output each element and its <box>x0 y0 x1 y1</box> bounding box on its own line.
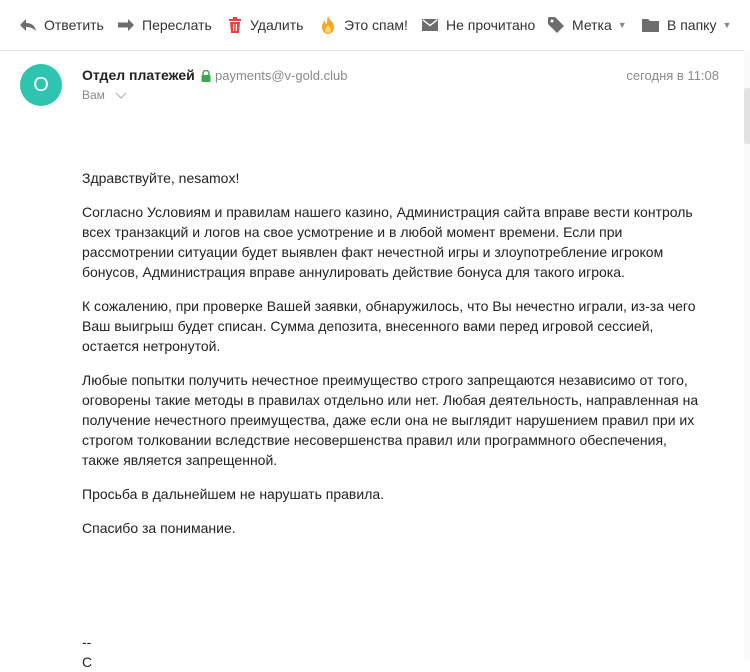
flame-icon <box>320 16 336 34</box>
forward-button[interactable] <box>118 15 212 35</box>
sender-name[interactable]: Отдел платежей <box>82 67 195 83</box>
spam-button[interactable] <box>320 15 408 35</box>
reply-icon <box>20 18 36 32</box>
message-body <box>82 168 707 552</box>
delete-label: Удалить <box>250 17 304 33</box>
unread-label: Не прочитано <box>446 17 536 33</box>
body-paragraph: Просьба в дальнейшем не нарушать правила. <box>82 486 385 502</box>
chevron-down-icon: ▼ <box>722 20 732 30</box>
folder-icon <box>642 18 659 32</box>
avatar-letter: О <box>33 73 49 96</box>
label-label: Метка <box>572 17 612 33</box>
body-paragraph: Любые попытки получить нечестное преимущество строго запрещаются независимо от того, оговорены такие методы в правилах отдельно или нет. Любая деятельность, направленная на получение нечестного преимущества, даже если она не выглядит нарушением правил при их строгом толковании вследствие несовершенства правил или программного обеспечения, также является запрещенной. <box>82 372 699 468</box>
chevron-down-icon <box>115 92 127 99</box>
message-date: сегодня в 11:08 <box>626 68 719 83</box>
body-paragraph: К сожалению, при проверке Вашей заявки, обнаружилось, что Вы нечестно играли, из-за чего Ваш выигрыш будет списан. Сумма депозита, внесенного вами перед игровой сессией, остается нетронутой. <box>82 298 696 354</box>
tag-icon <box>548 17 564 33</box>
move-to-folder-dropdown[interactable] <box>642 15 731 35</box>
trash-icon <box>228 17 242 33</box>
label-dropdown[interactable] <box>548 15 627 35</box>
delete-button[interactable] <box>228 15 303 35</box>
signature-line: С <box>82 654 93 670</box>
recipient-label: Вам <box>82 88 105 102</box>
body-paragraph: Спасибо за понимание. <box>82 520 236 536</box>
body-paragraph: Согласно Условиям и правилам нашего казино, Администрация сайта вправе вести контроль всех транзакций и логов на свое усмотрение и в любой момент времени. Если при рассмотрении ситуации будет выявлен факт нечестной игры и злоупотребление игроком бонусов, Администрация вправе аннулировать действие бонуса для такого игрока. <box>82 204 693 280</box>
message-toolbar <box>0 0 750 51</box>
mark-unread-button[interactable] <box>422 15 535 35</box>
forward-label: Переслать <box>142 17 212 33</box>
sender-email[interactable] <box>201 68 347 83</box>
greeting: Здравствуйте, nesamox! <box>82 170 240 186</box>
reply-button[interactable] <box>20 15 104 35</box>
lock-icon <box>201 70 211 82</box>
sender-avatar[interactable] <box>20 64 62 106</box>
signature-separator: -- <box>82 634 92 650</box>
folder-label: В папку <box>667 17 717 33</box>
reply-label: Ответить <box>44 17 104 33</box>
chevron-down-icon: ▼ <box>617 20 627 30</box>
envelope-icon <box>422 19 438 31</box>
scrollbar-thumb[interactable] <box>744 88 750 144</box>
sender-email-text: payments@v-gold.club <box>215 68 348 83</box>
forward-icon <box>118 18 134 32</box>
recipient-toggle[interactable] <box>82 88 127 102</box>
spam-label: Это спам! <box>344 17 408 33</box>
